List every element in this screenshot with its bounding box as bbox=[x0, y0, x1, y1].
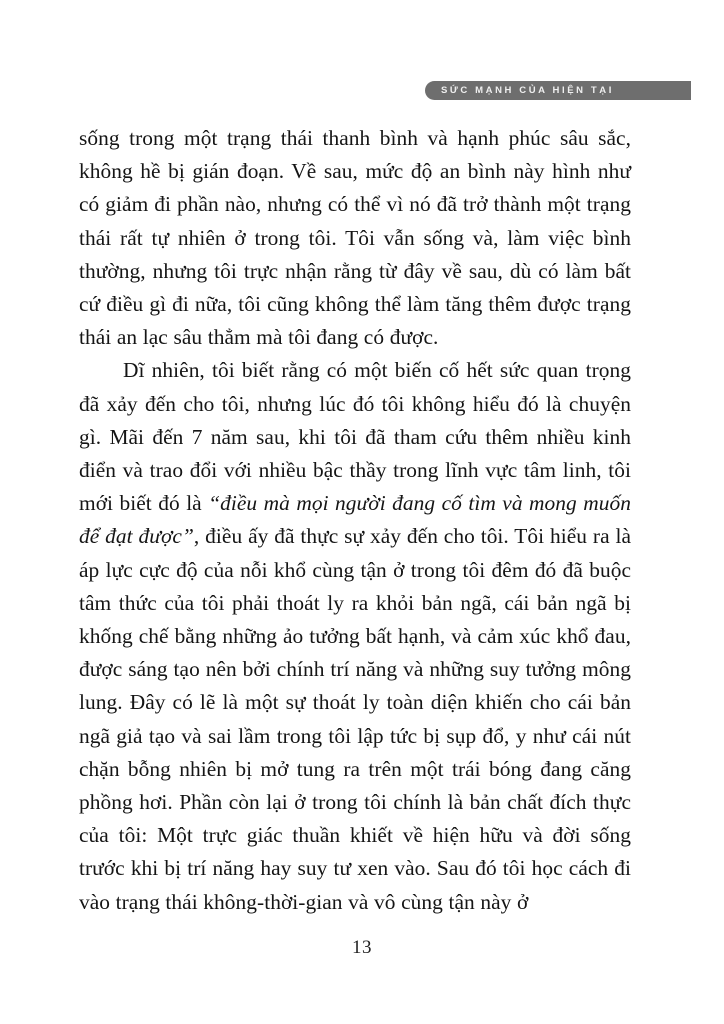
paragraph-2 bbox=[79, 354, 631, 918]
paragraph-1 bbox=[79, 122, 631, 354]
body-text-run: Dĩ nhiên, tôi biết rằng có một biến cố hết sức quan trọng đã xảy đến cho tôi, nhưng lúc đó tôi không hiểu đó là chuyện gì. Mãi đến 7 năm sau, khi tôi đã tham cứu thêm nhiều kinh điển và trao đổi với nhiều bậc thầy trong lĩnh vực tâm linh, tôi mới biết đó là bbox=[79, 358, 631, 516]
page-number: 13 bbox=[352, 937, 372, 958]
body-text-run: sống trong một trạng thái thanh bình và hạnh phúc sâu sắc, không hề bị gián đoạn. Về sau, mức độ an bình này hình như có giảm đi phần nào, nhưng có thể vì nó đã trở thành một trạng thái rất tự nhiên ở trong tôi. Tôi vẫn sống và, làm việc bình thường, nhưng tôi trực nhận rằng từ đây về sau, dù có làm bất cứ điều gì đi nữa, tôi cũng không thể làm tăng thêm được trạng thái an lạc sâu thẳm mà tôi đang có được. bbox=[79, 126, 631, 350]
body-text-column bbox=[79, 122, 631, 919]
running-header-title: SỨC MẠNH CỦA HIỆN TẠI bbox=[441, 84, 614, 96]
running-header-banner bbox=[425, 81, 691, 100]
quoted-italic-text: “điều mà mọi người đang cố tìm và mong muốn để đạt được” bbox=[79, 491, 631, 549]
body-text-run: , điều ấy đã thực sự xảy đến cho tôi. Tôi hiểu ra là áp lực cực độ của nỗi khổ cùng tận ở trong tôi đêm đó đã buộc tâm thức của tôi phải thoát ly ra khỏi bản ngã, cái bản ngã bị khống chế bằng những ảo tưởng bất hạnh, và cảm xúc khổ đau, được sáng tạo nên bởi chính trí năng và những suy tưởng mông lung. Đây có lẽ là một sự thoát ly toàn diện khiến cho cái bản ngã giả tạo và sai lầm trong tôi lập tức bị sụp đổ, y như cái nút chặn bỗng nhiên bị mở tung ra trên một trái bóng đang căng phồng hơi. Phần còn lại ở trong tôi chính là bản chất đích thực của tôi: Một trực giác thuần khiết về hiện hữu và đời sống trước khi bị trí năng hay suy tư xen vào. Sau đó tôi học cách đi vào trạng thái không-thời-gian và vô cùng tận này ở bbox=[79, 524, 632, 914]
